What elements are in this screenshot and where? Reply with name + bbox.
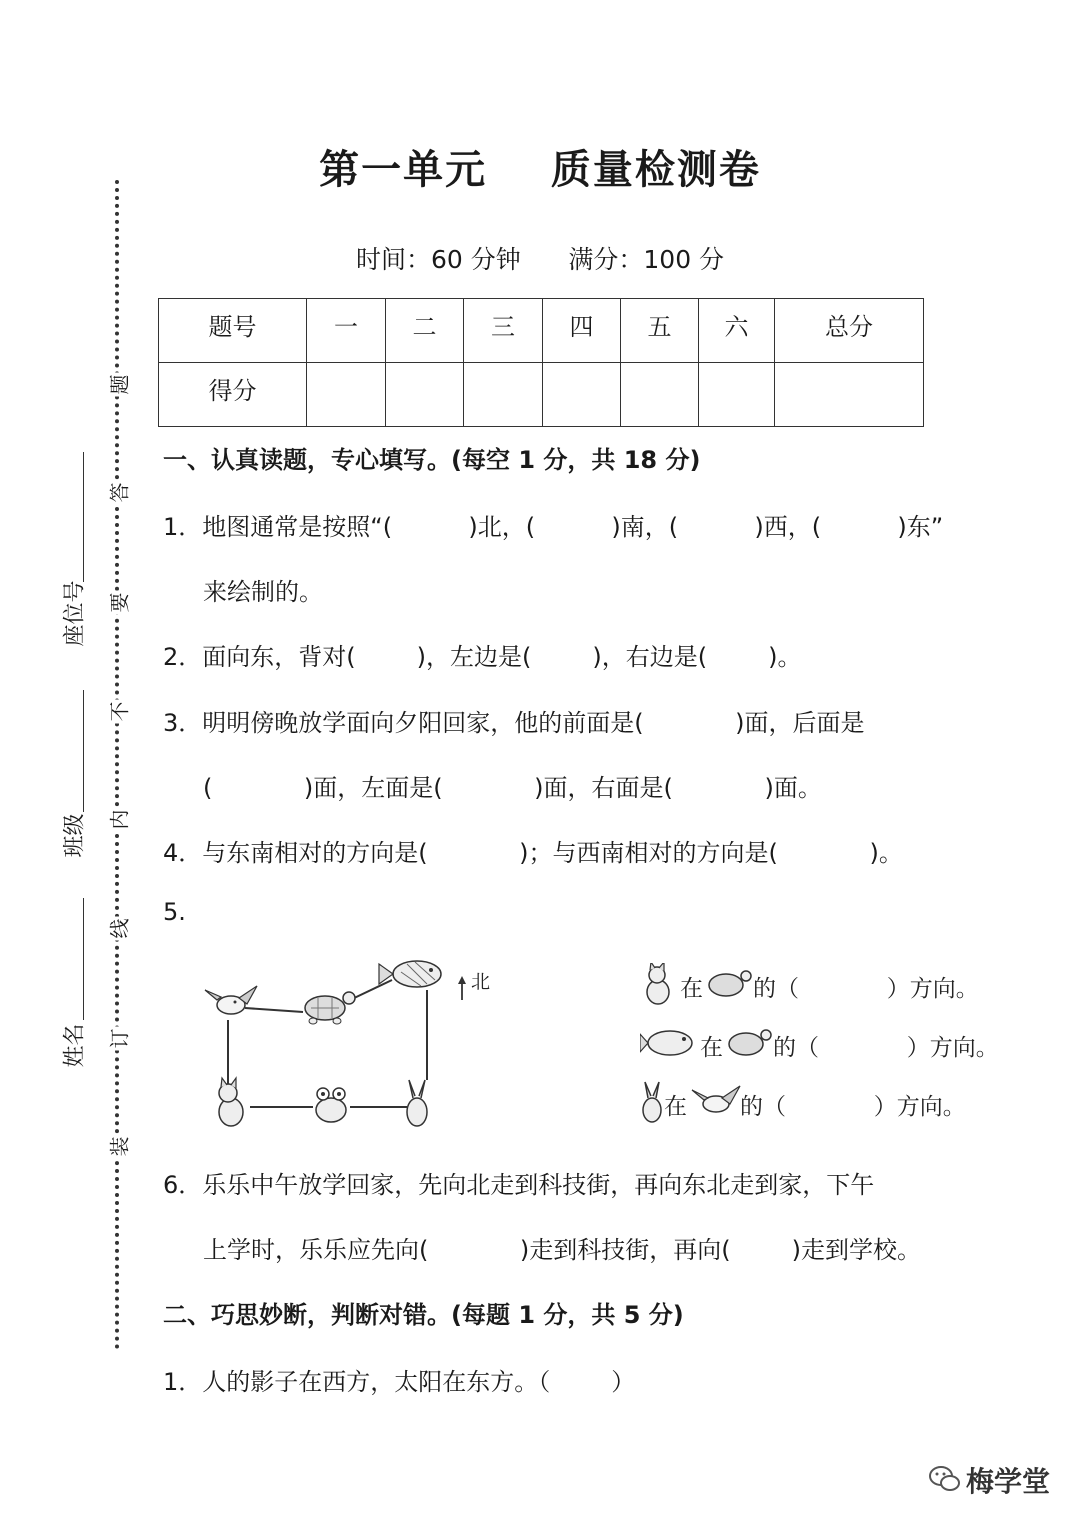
class-line[interactable] <box>83 690 84 812</box>
question-2: 2．面向东，背对( )，左边是( )，右边是( )。 <box>163 643 802 671</box>
table-header-cell: 四 <box>543 299 621 363</box>
q5-word-at: 在 <box>680 976 703 1002</box>
question-6-line-1: 6．乐乐中午放学回家，先向北走到科技街，再向东北走到家，下午 <box>163 1171 875 1199</box>
table-cell: 得分 <box>159 363 307 427</box>
section-2-question-1: 1．人的影子在西方，太阳在东方。（ ） <box>163 1368 636 1396</box>
table-header-cell: 三 <box>464 299 543 363</box>
binding-char: 装 <box>104 1135 133 1159</box>
table-row <box>159 363 924 427</box>
page-title: 第一单元 质量检测卷 <box>319 147 761 193</box>
cat-icon <box>219 1078 243 1126</box>
q5-word-at: 在 <box>664 1094 687 1120</box>
name-label: 姓名 <box>62 1023 88 1068</box>
turtle-icon <box>726 1024 772 1060</box>
question-5-number: 5. <box>163 898 186 926</box>
table-header-cell: 六 <box>699 299 775 363</box>
direction-map <box>195 950 505 1135</box>
binding-dotted-line <box>115 180 119 1350</box>
question-6-line-2: 上学时，乐乐应先向( )走到科技街，再向( )走到学校。 <box>203 1236 922 1264</box>
north-arrow-icon <box>458 976 466 1000</box>
watermark <box>928 1460 1068 1500</box>
binding-char: 要 <box>104 591 133 615</box>
question-1-line-2: 来绘制的。 <box>203 578 323 606</box>
score-input-cell[interactable] <box>386 363 464 427</box>
binding-char: 答 <box>104 481 133 505</box>
fish-icon <box>640 1026 696 1060</box>
watermark-text: 梅学堂 <box>966 1465 1051 1498</box>
q5-word-at: 在 <box>700 1035 723 1061</box>
binding-char: 不 <box>104 700 133 724</box>
score-table <box>158 298 924 427</box>
score-input-cell[interactable] <box>621 363 699 427</box>
table-header-cell: 一 <box>307 299 386 363</box>
seat-number-label: 座位号 <box>62 580 88 647</box>
question-3-line-2: ( )面，左面是( )面，右面是( )面。 <box>203 774 822 802</box>
q5-statement-1 <box>640 963 1020 1007</box>
q5-answer-blank[interactable]: 的（ ）方向。 <box>773 1035 999 1061</box>
binding-char: 题 <box>104 373 133 397</box>
q5-statement-3 <box>640 1080 1020 1124</box>
score-input-cell[interactable] <box>464 363 543 427</box>
score-input-cell[interactable] <box>543 363 621 427</box>
name-line[interactable] <box>83 898 84 1020</box>
table-header-cell: 二 <box>386 299 464 363</box>
question-1-line-1: 1．地图通常是按照“( )北，( )南，( )西，( )东” <box>163 513 944 541</box>
bird-icon <box>690 1082 742 1120</box>
cat-icon <box>640 963 676 1005</box>
class-label: 班级 <box>62 813 88 858</box>
table-header-cell: 题号 <box>159 299 307 363</box>
frog-icon <box>316 1088 346 1122</box>
table-header-cell: 五 <box>621 299 699 363</box>
score-input-cell[interactable] <box>775 363 924 427</box>
table-row <box>159 299 924 363</box>
section-2-heading: 二、巧思妙断，判断对错。(每题 1 分，共 5 分) <box>163 1301 684 1329</box>
section-1-heading: 一、认真读题，专心填写。(每空 1 分，共 18 分) <box>163 446 701 474</box>
q5-statement-2 <box>640 1022 1020 1066</box>
rabbit-icon <box>640 1080 664 1124</box>
exam-info: 时间：60 分钟 满分：100 分 <box>355 245 725 274</box>
question-4: 4．与东南相对的方向是( )；与西南相对的方向是( )。 <box>163 839 903 867</box>
score-input-cell[interactable] <box>307 363 386 427</box>
turtle-icon <box>305 992 355 1024</box>
bird-icon <box>205 986 257 1014</box>
binding-char: 订 <box>104 1027 133 1051</box>
q5-answer-blank[interactable]: 的（ ）方向。 <box>753 976 979 1002</box>
fish-icon <box>379 961 441 987</box>
table-header-cell: 总分 <box>775 299 924 363</box>
question-3-line-1: 3．明明傍晚放学面向夕阳回家，他的前面是( )面，后面是 <box>163 709 865 737</box>
binding-char: 线 <box>104 917 133 941</box>
turtle-icon <box>706 965 752 1001</box>
score-input-cell[interactable] <box>699 363 775 427</box>
rabbit-icon <box>407 1080 427 1126</box>
binding-char: 内 <box>104 808 133 832</box>
q5-answer-blank[interactable]: 的（ ）方向。 <box>740 1094 966 1120</box>
map-north-label: 北 <box>471 971 491 993</box>
wechat-icon <box>928 1464 962 1494</box>
seat-number-line[interactable] <box>83 452 84 582</box>
